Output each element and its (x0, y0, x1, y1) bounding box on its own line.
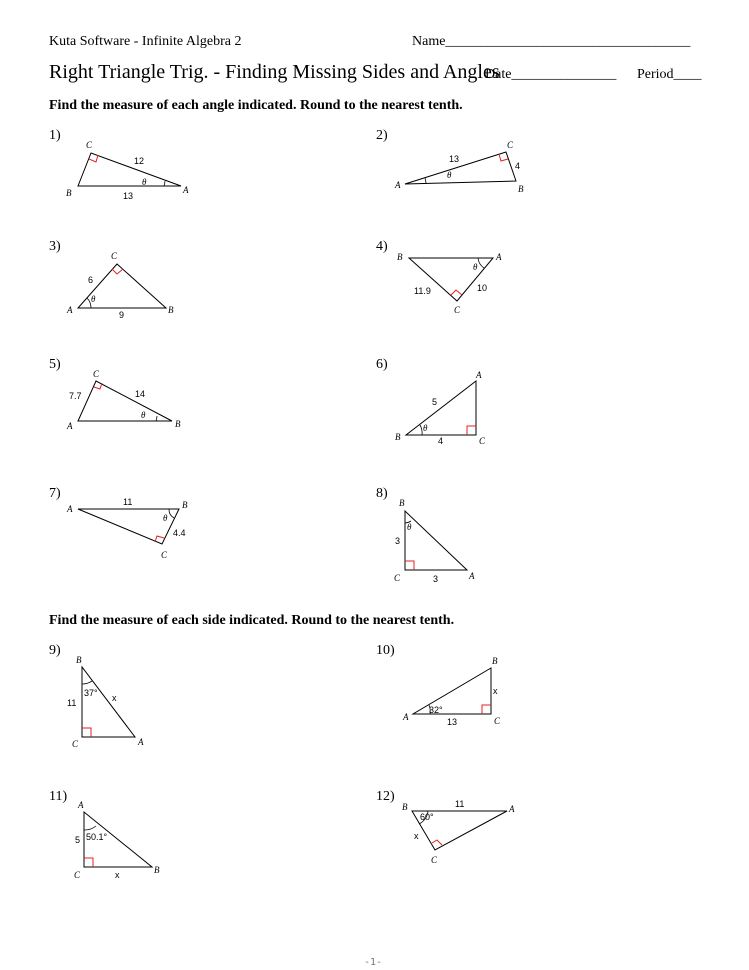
angle-label: θ (141, 410, 146, 420)
instructions-sides: Find the measure of each side indicated. Round to the nearest tenth. (49, 613, 455, 628)
vertex-label: A (138, 737, 144, 747)
vertex-label: B (66, 188, 72, 198)
side-label: 6 (88, 275, 94, 285)
triangle-figure-9 (67, 655, 144, 749)
vertex-label: A (509, 804, 515, 814)
problem-number: 12) (376, 789, 395, 804)
period-field: Period____ (637, 67, 702, 82)
vertex-label: B (182, 500, 188, 510)
vertex-label: B (395, 432, 401, 442)
side-label: 5 (432, 397, 438, 407)
side-label: x (115, 870, 120, 880)
side-label: 5 (75, 835, 81, 845)
vertex-label: A (183, 185, 189, 195)
triangle-figure-11 (74, 800, 160, 880)
vertex-label: C (86, 140, 93, 150)
angle-label: 32° (429, 705, 443, 715)
vertex-label: A (67, 504, 73, 514)
side-label: 3 (395, 536, 401, 546)
vertex-label: C (507, 140, 514, 150)
triangle-figure-5 (66, 369, 181, 431)
problem-number: 5) (49, 357, 61, 372)
side-label: 3 (433, 574, 439, 584)
problem-number: 11) (49, 789, 68, 804)
vertex-label: B (175, 419, 181, 429)
angle-label: θ (163, 513, 168, 523)
side-label: 13 (447, 717, 458, 727)
page-number: -1- (364, 957, 383, 968)
name-field: Name___________________________________ (412, 34, 691, 49)
vertex-label: C (494, 716, 501, 726)
vertex-label: A (395, 180, 401, 190)
vertex-label: B (154, 865, 160, 875)
vertex-label: B (402, 802, 408, 812)
side-label: 7.7 (69, 391, 82, 401)
problem-number: 2) (376, 128, 388, 143)
angle-label: 50.1° (86, 832, 108, 842)
triangle-figure-3 (66, 251, 174, 320)
side-label: 9 (119, 310, 125, 320)
vertex-label: B (518, 184, 524, 194)
angle-label: θ (91, 294, 96, 304)
vertex-label: C (431, 855, 438, 865)
vertex-label: B (76, 655, 82, 665)
worksheet-title: Right Triangle Trig. - Finding Missing Sides and Angles (49, 61, 500, 83)
angle-label: 60° (420, 812, 434, 822)
vertex-label: C (93, 369, 100, 379)
vertex-label: C (161, 550, 168, 560)
vertex-label: A (67, 421, 73, 431)
vertex-label: B (399, 498, 405, 508)
vertex-label: B (168, 305, 174, 315)
vertex-label: C (479, 436, 486, 446)
problem-number: 1) (49, 128, 61, 143)
triangle-figure-12 (402, 799, 515, 865)
vertex-label: C (394, 573, 401, 583)
problem-number: 9) (49, 643, 61, 658)
side-label: 4 (438, 436, 444, 446)
side-label: 11 (67, 698, 77, 708)
vertex-label: C (74, 870, 81, 880)
vertex-label: B (397, 252, 403, 262)
problem-number: 3) (49, 239, 61, 254)
triangle-figure-1 (66, 140, 189, 201)
vertex-label: A (476, 370, 482, 380)
side-label: 4 (515, 161, 521, 171)
side-label: x (493, 686, 498, 696)
vertex-label: C (454, 305, 461, 315)
instructions-angles: Find the measure of each angle indicated. Round to the nearest tenth. (49, 98, 463, 113)
side-label: 4.4 (173, 528, 186, 538)
triangle-figure-4 (397, 252, 502, 315)
angle-label: θ (447, 170, 452, 180)
vertex-label: B (492, 656, 498, 666)
side-label: x (112, 693, 117, 703)
angle-label: θ (473, 262, 478, 272)
problem-number: 8) (376, 486, 388, 501)
angle-label: θ (423, 423, 428, 433)
side-label: 10 (477, 283, 488, 293)
problem-number: 6) (376, 357, 388, 372)
triangle-figure-10 (402, 656, 501, 727)
triangle-figure-6 (395, 370, 486, 446)
software-label: Kuta Software - Infinite Algebra 2 (49, 34, 242, 49)
triangle-figure-8 (394, 498, 475, 584)
problem-number: 4) (376, 239, 388, 254)
vertex-label: C (111, 251, 118, 261)
side-label: 11.9 (414, 286, 431, 296)
problem-number: 10) (376, 643, 395, 658)
side-label: 13 (123, 191, 134, 201)
side-label: 11 (455, 799, 465, 809)
triangle-figure-2 (394, 140, 524, 194)
date-field: Date_______________ (485, 67, 617, 82)
vertex-label: A (403, 712, 409, 722)
side-label: 14 (135, 389, 146, 399)
vertex-label: A (469, 571, 475, 581)
triangle-figure-7 (66, 497, 188, 560)
vertex-label: A (496, 252, 502, 262)
side-label: 13 (449, 154, 460, 164)
angle-label: 37° (84, 688, 98, 698)
vertex-label: A (67, 305, 73, 315)
side-label: x (414, 831, 419, 841)
vertex-label: A (78, 800, 84, 810)
angle-label: θ (142, 177, 147, 187)
side-label: 12 (134, 156, 145, 166)
problem-number: 7) (49, 486, 61, 501)
angle-label: θ (407, 522, 412, 532)
vertex-label: C (72, 739, 79, 749)
side-label: 11 (123, 497, 133, 507)
